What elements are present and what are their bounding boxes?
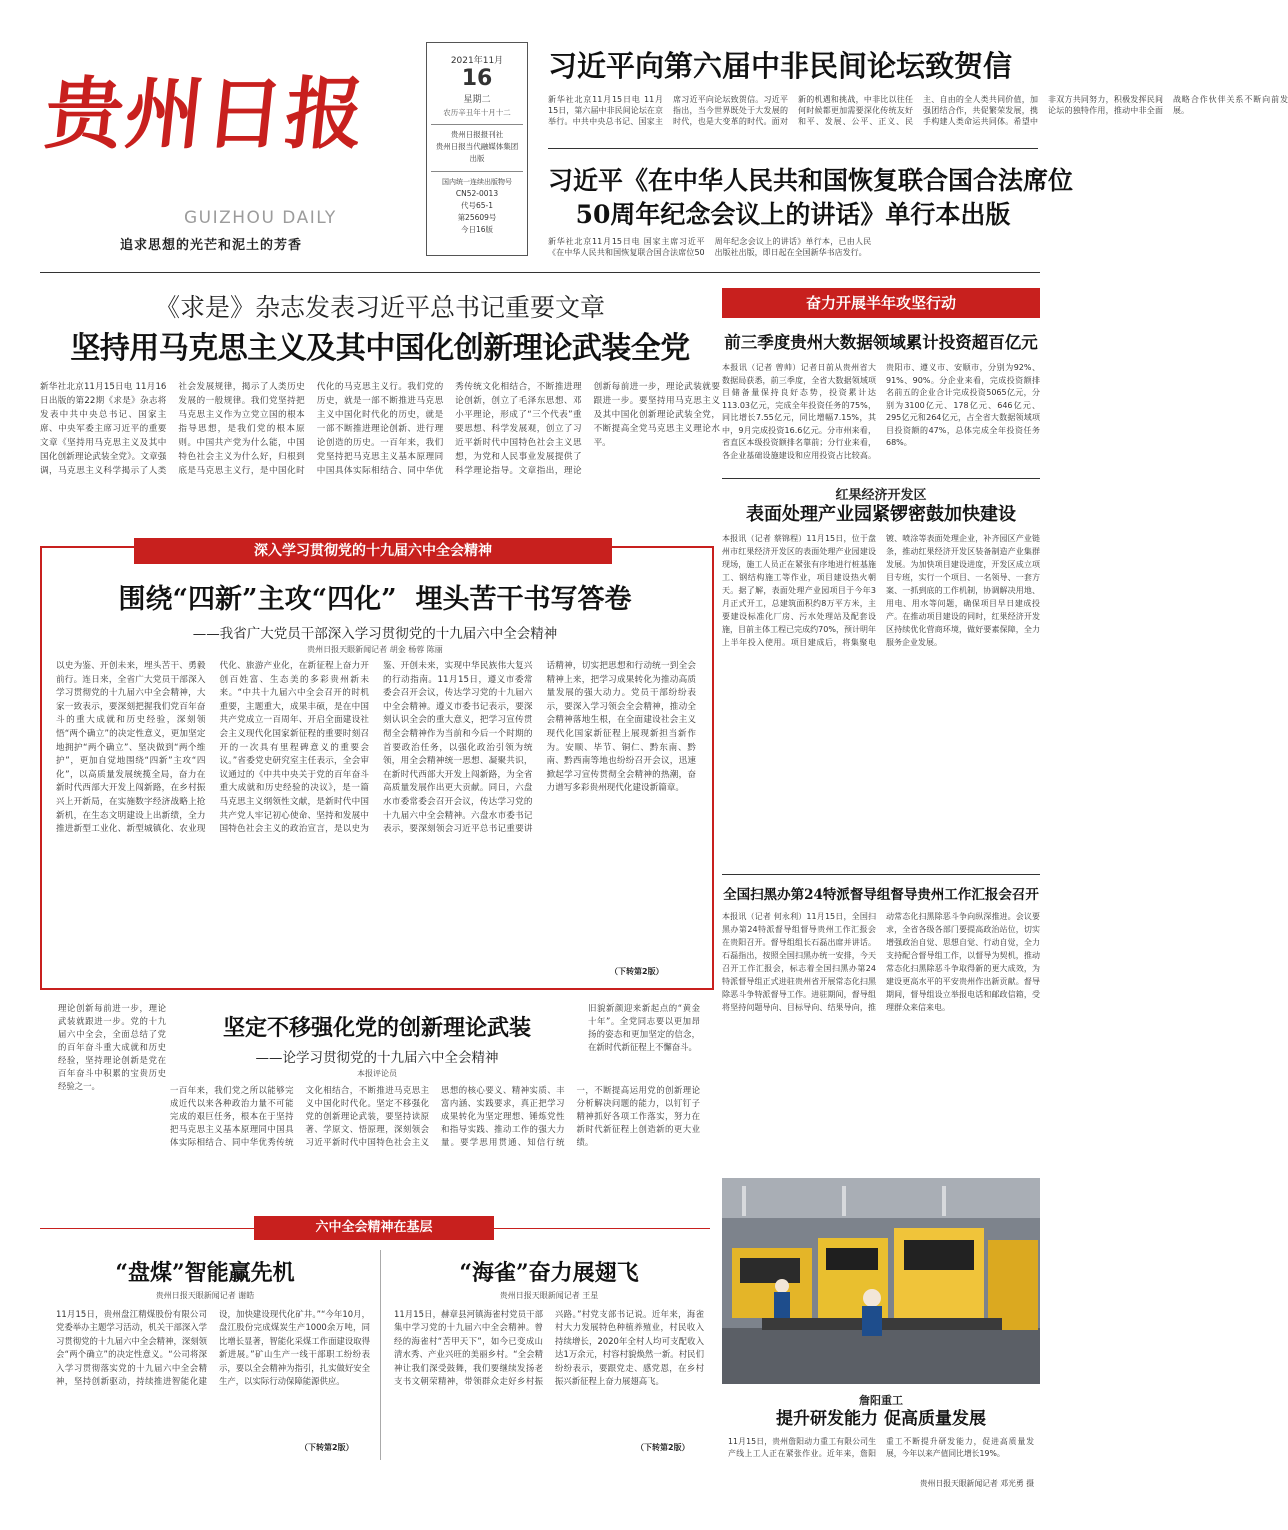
photo-caption-headline[interactable]: 提升研发能力 促高质量发展 [776,1409,986,1429]
haique-continued: （下转第2版） [636,1443,690,1452]
publisher-line: 出版 [469,154,485,163]
bottom-banner: 六中全会精神在基层 [254,1216,494,1240]
issue-number: 第25609号 [457,213,497,222]
post-code: 代号65-1 [460,201,494,210]
photo-caption-kicker: 詹阳重工 [859,1394,903,1407]
divider [548,148,1038,149]
bigdata-headline[interactable]: 前三季度贵州大数据领域累计投资超百亿元 [724,333,1038,352]
haique-byline: 贵州日报天眼新闻记者 王星 [499,1291,599,1300]
top2-headline-line1: 习近平《在中华人民共和国恢复联合国合法席位 [548,166,1074,195]
factory-photo-illustration [722,1178,1040,1384]
feature-body: 以史为鉴、开创未来，埋头苦干、勇毅前行。连日来，全省广大党员干部深入学习贯彻党的十九届六中全会精神，大家一致表示，要深刻把握我们党百年奋斗的重大成就和历史经验，深刻领悟“两个确立”的决定性意义，更加坚定地拥护“两个确立”、坚决做到“两个维护”，更加自觉地围绕“四新”主攻“四化”，以高质量发展统揽全局，奋力在新时代西部大开发上闯新路，在乡村振兴上开新局，在实施数字经济战略上抢新机，在生态文明建设上出新绩，全力推进新型工业化、新型城镇化、农业现代化、旅游产业化，在新征程上奋力开创百姓富、生态美的多彩贵州新未来。“中共十九届六中全会召开的时机重要，主题重大，成果丰硕，是在中国共产党成立一百周年、开启全面建设社会主义现代化国家新征程的重要时刻召开的一次具有里程碑意义的重要会议。”省委党史研究室主任表示，全会审议通过的《中共中央关于党的百年奋斗重大成就和历史经验的决议》，是一篇马克思主义纲领性文献，是新时代中国共产党人牢记初心使命、坚持和发展中国特色社会主义的政治宣言，是以史为鉴、开创未来，实现中华民族伟大复兴的行动指南。11月15日，遵义市委常委会召开会议，传达学习党的十九届六中全会精神。遵义市委书记表示，要深刻认识全会的重大意义，把学习宣传贯彻全会精神作为当前和今后一个时期的首要政治任务，以强化政治引领为统领，用全会精神统一思想、凝聚共识，在新时代西部大开发上闯新路，为全省高质量发展作出更大贡献。同日，六盘水市委常委会召开会议，传达学习党的十九届六中全会精神。六盘水市委书记表示，要深刻领会习近平总书记重要讲话精神，切实把思想和行动统一到全会精神上来，把学习成果转化为推动高质量发展的强大动力。党员干部纷纷表示，要深入学习领会全会精神，推动全会精神落地生根，在全面建设社会主义现代化国家新征程上展现新担当新作为。安顺、毕节、铜仁、黔东南、黔南、黔西南等地也纷纷召开会议，迅速掀起学习宣传贯彻全会精神的热潮，奋力谱写多彩贵州现代化建设新篇章。 [56,661,696,835]
date-day: 16 [461,66,493,91]
divider [722,478,1040,479]
factory-photo[interactable] [722,1178,1040,1384]
date-box [426,42,528,256]
photo-caption-body: 11月15日，贵州詹阳动力重工有限公司生产线上工人正在紧张作业。近年来，詹阳重工不断提升研发能力，促进高质量发展，今年以来产值同比增长19%。 [728,1437,1034,1458]
masthead-slogan: 追求思想的光芒和泥土的芳香 [120,238,303,253]
redeconomy-kicker: 红果经济开发区 [835,488,927,503]
anticrime-headline[interactable]: 全国扫黑办第24特派督导组督导贵州工作汇报会召开 [723,887,1039,903]
masthead-title: 贵州日报 [40,69,371,160]
cn-label: 国内统一连续出版物号 [442,178,512,186]
top2-body: 新华社北京11月15日电 国家主席习近平《在中华人民共和国恢复联合国合法席位50周年纪念会议上的讲话》单行本，已由人民出版社出版，即日起在全国新华书店发行。 [548,237,872,257]
top2-headline[interactable] [548,164,1074,232]
coal-headline[interactable]: “盘煤”智能赢先机 [115,1260,295,1286]
commentary-sidebar-right: 旧貌新颜迎来新起点的“黄金十年”。全党同志要以更加昂扬的姿态和更加坚定的信念，在新时代新征程上不懈奋斗。 [588,1003,700,1052]
feature-byline: 贵州日报天眼新闻记者 胡金 杨蓉 陈丽 [307,645,443,654]
commentary-sidebar-left: 理论创新每前进一步，理论武装就跟进一步。党的十九届六中全会，全面总结了党的百年奋斗重大成就和历史经验，坚持理论创新是党在百年奋斗中积累的宝贵历史经验之一。 [58,1003,166,1091]
coal-byline: 贵州日报天眼新闻记者 谢皓 [155,1291,255,1300]
photo-credit: 贵州日报天眼新闻记者 邓光勇 摄 [919,1479,1034,1488]
bigdata-body: 本报讯（记者 曾帅）记者日前从贵州省大数据局获悉，前三季度，全省大数据领域项目储备量保持良好态势，投资累计达113.03亿元，完成全年投资任务的75%，同比增长7.55亿元，同比增幅7.15%，其中，9月完成投资16.6亿元。分市州来看，省直区本级投资额排名靠前；分行业来看，各企业基础设施建设和应用投资占比较高。贵阳市、遵义市、安顺市，分别为92%、91%、90%。分企业来看，完成投资额排名前五的企业合计完成投资5065亿元，分别为3100亿元、178亿元、646亿元、295亿元和264亿元，占全省大数据领域项目投资额的47%，总体完成全年投资任务68%。 [722,363,1040,460]
cn-number: CN52-0013 [455,189,499,198]
top2-headline-line2: 50周年纪念会议上的讲话》单行本出版 [575,200,1011,229]
feature-subhead: ——我省广大党员干部深入学习贯彻党的十九届六中全会精神 [192,626,558,642]
divider [722,874,1040,875]
page-count: 今日16版 [460,225,494,234]
masthead-english: GUIZHOU DAILY [184,208,337,228]
feature-banner: 深入学习贯彻党的十九届六中全会精神 [134,538,612,564]
redeconomy-headline[interactable]: 表面处理产业园紧锣密鼓加快建设 [746,504,1016,525]
coal-body: 11月15日，贵州盘江精煤股份有限公司党委举办主题学习活动，机关干部深入学习贯彻党的十九届六中全会精神，深刻领会“两个确立”的决定性意义。“公司将深入学习贯彻落实党的十九届六中全会精神，坚持创新驱动，持续推进智能化建设，加快建设现代化矿井。”“今年10月，盘江股份完成煤炭生产1000余万吨，同比增长显著，智能化采煤工作面建设取得新进展。”矿山生产一线干部职工纷纷表示，要以全会精神为指引，扎实做好安全生产，以实际行动保障能源供应。 [56,1309,370,1387]
haique-body: 11月15日，赫章县河镇海雀村党员干部集中学习党的十九届六中全会精神。曾经的海雀村“苦甲天下”，如今已变成山清水秀、产业兴旺的美丽乡村。“全会精神让我们深受鼓舞，我们要继续发扬老支书文朝荣精神，带领群众走好乡村振兴路。”村党支部书记说。近年来，海雀村大力发展特色种植养殖业，村民收入持续增长，2020年全村人均可支配收入达1万余元，村容村貌焕然一新。村民们纷纷表示，要跟党走、感党恩，在乡村振兴新征程上奋力展翅高飞。 [394,1309,704,1387]
top1-body: 新华社北京11月15日电 11月15日，第六届中非民间论坛在京举行。中共中央总书记、国家主席习近平向论坛致贺信。习近平指出，当今世界既处于大发展的时代，也是大变革的时代。面对新的机遇和挑战，中非比以往任何时候都更加需要深化传统友好和平、发展、公平、正义、民主、自由的全人类共同价值，加强团结合作，共促繁荣发展，携手构建人类命运共同体。希望中非双方共同努力，积极发挥民间论坛的独特作用，推动中非全面战略合作伙伴关系不断向前发展。 [548,95,1288,126]
publisher-line: 贵州日报当代融媒体集团 [435,142,519,151]
redeconomy-body: 本报讯（记者 蔡锦程）11月15日，位于盘州市红果经济开发区的表面处理产业园建设现场，施工人员正在紧张有序地进行桩基施工、钢结构施工等作业，项目建设热火朝天。据了解，表面处理产业园项目于今年3月正式开工，总建筑面积约8万平方米，主要建设标准化厂房、污水处理站及配套设施，目前主体工程已完成约70%，预计明年上半年投入使用。项目建成后，将集聚电镀、喷涂等表面处理企业，补齐园区产业链条，推动红果经济开发区装备制造产业集群发展。为加快项目建设进度，开发区成立项目专班，实行一个项目、一名领导、一套方案、一抓到底的工作机制，协调解决用地、用电、用水等问题，确保项目早日建成投产。在推动项目建设的同时，红果经济开发区持续优化营商环境，做好要素保障，全力服务企业发展。 [722,534,1040,647]
commentary-body: 一百年来，我们党之所以能够完成近代以来各种政治力量不可能完成的艰巨任务，根本在于坚持把马克思主义基本原理同中国具体实际相结合、同中华优秀传统文化相结合，不断推进马克思主义中国化时代化。坚定不移强化党的创新理论武装，要坚持读原著、学原文、悟原理，深刻领会习近平新时代中国特色社会主义思想的核心要义、精神实质、丰富内涵、实践要求，真正把学习成果转化为坚定理想、锤炼党性和指导实践、推动工作的强大力量。要学思用贯通、知信行统一，不断提高运用党的创新理论分析解决问题的能力，以钉钉子精神抓好各项工作落实，努力在新时代新征程上创造新的更大业绩。 [170,1085,700,1147]
commentary-subhead: ——论学习贯彻党的十九届六中全会精神 [255,1050,499,1066]
publisher-line: 贵州日报报刊社 [450,130,504,139]
date-weekday: 星期二 [463,95,491,105]
date-month: 2021年11月 [450,56,504,66]
coal-continued: （下转第2版） [300,1443,354,1452]
lead-kicker: 《求是》杂志发表习近平总书记重要文章 [154,293,605,322]
feature-continued: （下转第2版） [610,967,664,976]
top1-headline[interactable]: 习近平向第六届中非民间论坛致贺信 [548,49,1013,83]
date-lunar: 农历辛丑年十月十二 [443,108,511,117]
feature-headline[interactable]: 围绕“四新”主攻“四化” 埋头苦干书写答卷 [118,584,632,615]
masthead-rule [40,272,1040,273]
right-banner: 奋力开展半年攻坚行动 [722,288,1040,318]
lead-body: 新华社北京11月15日电 11月16日出版的第22期《求是》杂志将发表中共中央总书记、国家主席、中央军委主席习近平的重要文章《坚持用马克思主义及其中国化创新理论武装全党》。文章强调，马克思主义科学揭示了人类社会发展规律，揭示了人类历史发展的一般规律。我们党坚持把马克思主义作为立党立国的根本指导思想，是我们党的根本原则。中国共产党为什么能，中国特色社会主义为什么好，归根到底是马克思主义行，是中国化时代化的马克思主义行。我们党的历史，就是一部不断推进马克思主义中国化时代化的历史，就是一部不断推进理论创新、进行理论创造的历史。一百年来，我们党坚持把马克思主义基本原理同中国具体实际相结合、同中华优秀传统文化相结合，不断推进理论创新，创立了毛泽东思想、邓小平理论，形成了“三个代表”重要思想、科学发展观，创立了习近平新时代中国特色社会主义思想，为党和人民事业发展提供了科学理论指导。文章指出，理论创新每前进一步，理论武装就要跟进一步。要坚持用马克思主义及其中国化创新理论武装全党，不断提高全党马克思主义理论水平。 [40,382,720,476]
anticrime-body: 本报讯（记者 何永利）11月15日，全国扫黑办第24特派督导组督导贵州工作汇报会在贵阳召开。督导组组长石磊出席并讲话。石磊指出，按照全国扫黑办统一安排，今天召开工作汇报会，标志着全国扫黑办第24特派督导组正式进驻贵州省开展常态化扫黑除恶斗争特派督导工作。进驻期间，督导组将坚持问题导向、目标导向、结果导向，推动常态化扫黑除恶斗争向纵深推进。会议要求，全省各级各部门要提高政治站位，切实增强政治自觉、思想自觉、行动自觉，全力支持配合督导组工作，以督导为契机，推动常态化扫黑除恶斗争取得新的更大成效，为建设更高水平的平安贵州作出新贡献。督导期间，督导组设立举报电话和邮政信箱，受理群众来信来电。 [722,912,1040,1012]
commentary-headline[interactable]: 坚定不移强化党的创新理论武装 [222,1015,531,1041]
divider [380,1250,381,1460]
lead-headline[interactable]: 坚持用马克思主义及其中国化创新理论武装全党 [70,331,690,366]
commentary-byline: 本报评论员 [357,1069,397,1078]
haique-headline[interactable]: “海雀”奋力展翅飞 [459,1260,639,1286]
